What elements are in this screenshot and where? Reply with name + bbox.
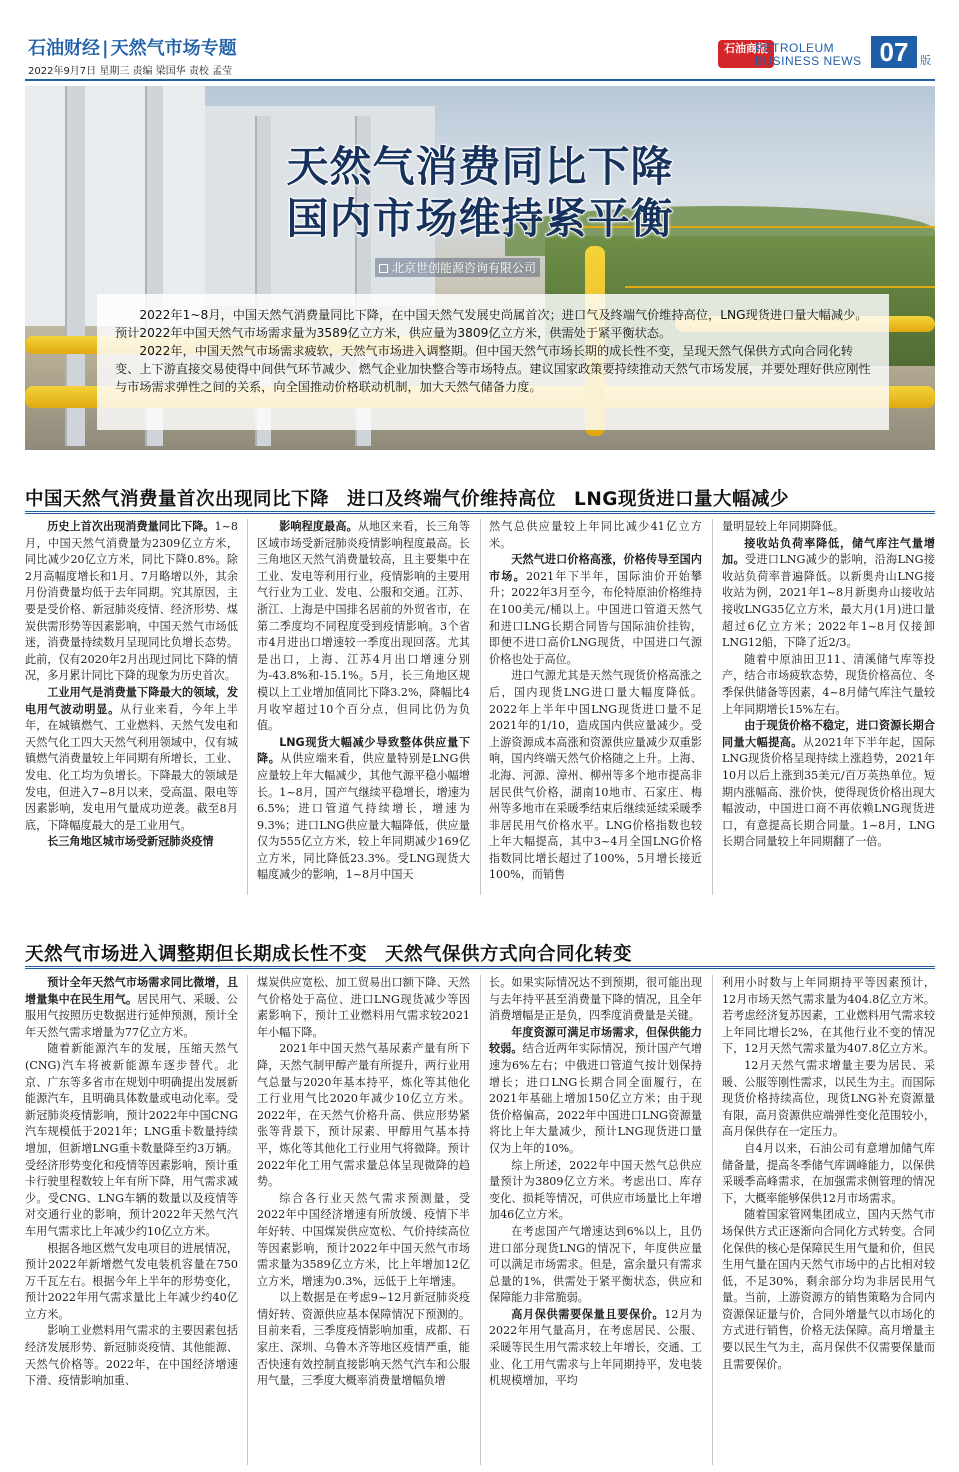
section1-column-2 [257,519,470,895]
paragraph-lead: LNG现货大幅减少导致整体供应量下降。 [257,735,470,766]
article-paragraph [25,1241,238,1324]
lede-box [97,294,889,430]
paragraph-text: 随着国家管网集团成立，国内天然气市场保供方式正逐渐向合同化方式转变。合同化保供的核心是保障民生用气量和价，但民生用气量在国内天然气市场中的占比相对较低，不足30%，剩余部分均为非居民用气量。当前，上游资源方的销售策略为合同内资源保证量与价，合同外增量气以市场化的方式进行销售，价格无法保障。高月增量主要以民生气为主，高月保供不仅需要保量而且需要保价。 [722,1208,935,1371]
brand-name: 石油财经 [28,38,100,59]
byline-text: 北京世创能源咨询有限公司 [392,261,537,275]
paragraph-text: 利用小时数与上年同期持平等因素预计，12月市场天然气需求量为404.8亿立方米。若考虑经济复苏因素，工业燃料用气需求较上年同比增长2%，在其他行业不变的情况下，12月天然气需求量为407.8亿立方米。 [722,976,935,1056]
article-paragraph [25,519,238,685]
article-paragraph [25,1041,238,1240]
paper-name-line2: BUSINESS NEWS [755,54,862,68]
section1-column-3 [489,519,702,895]
section1-heading-part: 进口及终端气价维持高位 [347,489,557,510]
paragraph-text: 结合近两年实际情况，预计国产气增速为6%左右；中俄进口管道气按计划保持增长；进口LNG长期合同全面履行，在2021年基础上增加150亿立方米；由于现货价格偏高，2022年中国进口LNG资源量将比上年大量减少，预计LNG现货进口量仅为上年的10%。 [489,1042,702,1155]
article-paragraph [257,1290,470,1390]
column-divider [712,975,713,1465]
article-paragraph [257,975,470,1041]
paragraph-text: 量明显较上年同期降低。 [722,520,845,533]
paragraph-text: 影响工业燃料用气需求的主要因素包括经济发展形势、新冠肺炎疫情、其他能源、天然气价格等。2022年，在中国经济增速下滑、疫情影响加重、 [25,1324,238,1388]
paragraph-text: 2021年下半年，国际油价开始攀升；2022年3月至今，布伦特原油价格维持在100美元/桶以上。中国进口管道天然气和进口LNG长期合同皆与国际油价挂钩，即便不进口高价LNG现货，中国进口气源价格也处于高位。 [489,569,702,666]
topic-title: 天然气市场专题 [110,38,237,59]
paragraph-lead: 年度资源可满足市场需求，但保供能力较弱。 [489,1025,702,1056]
column-divider [480,975,481,1465]
column-divider [247,975,248,1465]
paragraph-text: 进口气源尤其是天然气现货价格高涨之后，国内现货LNG进口量大幅度降低。2022年上半年中国LNG现货进口量不足2021年的1/10，造成国内供应量减少。受上游资源成本高涨和资源供应量减少双重影响，国内终端天然气价格随之上升。上海、北海、河源、漳州、柳州等多个地市提高非居民供气价格，湖南10地市、石家庄、梅州等多地市在采暖季结束后继续延续采暖季非居民用气价格水平。LNG价格指数也较上年大幅提高，其中3~4月全国LNG价格指数同比增长超过了100%，5月增长接近100%，而销售 [489,669,702,882]
paragraph-text: 煤炭供应宽松、加工贸易出口额下降、天然气价格处于高位、进口LNG现货减少等因素影响下，预计工业燃料用气需求较2021年小幅下降。 [257,976,470,1039]
column-divider [480,519,481,895]
paragraph-lead: 天然气进口价格高涨，价格传导至国内市场。 [489,553,702,583]
paragraph-text: 1~8月，中国天然气消费量为2309亿立方米，同比减少20亿立方米，同比下降0.8%。除2月高幅度增长和1月、7月略增以外，其余月份消费量均低于去年同期。究其原因，主要是受价格、新冠肺炎疫情、经济形势、煤炭供需形势等因素影响，中国天然气市场低迷，消费量持续数月呈现同比负增长态势。此前，仅有2020年2月出现过同比下降的情况，多月累计同比下降的现象为历史首次。 [25,520,238,683]
paragraph-lead: 长三角地区城市场受新冠肺炎疫情 [47,835,214,849]
byline [375,258,540,277]
article-paragraph [489,1158,702,1224]
lede-paragraph: 2022年，中国天然气市场需求疲软，天然气市场进入调整期。但中国天然气市场长期的成长性不变，呈现天然气保供方式向合同化转变、上下游直接交易使得中间供气环节减少、燃气企业加快整合等市场特点。建议国家政策要持续推动天然气市场发展，并要处理好供应刚性与市场需求弹性之间的关系，向全国推动价格联动机制，加大天然气储备力度。 [115,344,871,394]
section1-heading-part: LNG现货进口量大幅减少 [574,489,789,510]
page-suffix: 版 [920,54,931,67]
section2-heading-part: 天然气保供方式向合同化转变 [385,944,633,965]
column-divider [247,519,248,895]
paragraph-text: 居民用气、采暖、公服用气按照历史数据进行延伸预测，预计全年天然气需求增量为77亿立方米。 [25,992,238,1039]
paragraph-text: 从供应端来看，供应量特别是LNG供应量较上年大幅减少，其他气源平稳小幅增长。1~8月，国产气继续平稳增长，增速为6.5%；进口管道气持续增长，增速为9.3%；进口LNG供应量大幅降低，供应量仅为555亿立方米，较上年同期减少169亿立方米，同比降低23.3%。受LNG现货大幅度减少的影响，1~8月中国天 [257,752,470,882]
newspaper-logo: 石油商报 [718,40,774,68]
square-bullet-icon [379,264,388,273]
paragraph-text: 综上所述，2022年中国天然气总供应量预计为3809亿立方米。考虑出口、库存变化、损耗等情况，可供应市场量比上年增加46亿立方米。 [489,1158,702,1222]
article-paragraph [489,668,702,884]
headline-line2: 国内市场维持紧平衡 [286,194,674,243]
paragraph-lead: 接收站负荷率降低，储气库注气量增加。 [722,536,935,567]
section1-rule [25,511,935,514]
article-paragraph [257,519,470,735]
article-paragraph [722,975,935,1058]
section-brand [28,34,237,60]
paper-name [755,42,862,68]
article-paragraph [489,519,702,552]
section2-column-1 [25,975,238,1465]
dateline: 2022年9月7日 星期三 责编 梁国华 责校 孟莹 [28,66,233,77]
article-paragraph [489,1224,702,1307]
paragraph-lead: 预计全年天然气市场需求同比微增，且增量集中在民生用气。 [25,976,238,1006]
section2-rule [25,966,935,969]
paragraph-text: 从地区来看，长三角等区域市场受新冠肺炎疫情影响程度最高。长三角地区天然气消费量较高，且主要集中在工业、发电等利用行业，疫情影响的主要用气行业为工业、发电、公服和交通。江苏、浙江、上海是中国排名居前的外贸省市，在第二季度均不同程度受到疫情影响。3个省市4月进出口增速较一季度出现回落。尤其是出口，上海、江苏4月出口增速分别为-43.8%和-15.1%。5月，长三角地区规模以上工业增加值同比下降3.2%，降幅比4月收窄超过10个百分点，但同比仍为负值。 [257,520,470,733]
section2-heading-part: 天然气市场进入调整期但长期成长性不变 [25,944,368,965]
paragraph-text: 12月为2022年用气量高月，在考虑居民、公服、采暖等民生用气需求较上年增长，交通、工业、化工用气需求与上年同期持平，发电装机规模增加，平均 [489,1307,702,1388]
section1-column-1 [25,519,238,895]
section2-heading [25,940,935,966]
section2-column-2 [257,975,470,1465]
paragraph-text: 综合各行业天然气需求预测量，受2022年中国经济增速有所放缓、疫情下半年好转、中国煤炭供应宽松、气价持续高位等因素影响，预计2022年中国天然气市场需求量为3589亿立方米，比上年增加12亿立方米，增速为0.3%，远低于上年增速。 [257,1191,470,1288]
paragraph-lead: 历史上首次出现消费量同比下降。 [47,520,215,533]
section1-heading [25,485,935,511]
section2-column-4 [722,975,935,1465]
article-paragraph [489,552,702,668]
paragraph-text: 以上数据是在考虑9~12月新冠肺炎疫情好转、资源供应基本保障情况下预测的。目前来看，三季度疫情影响加重，成都、石家庄、深圳、乌鲁木齐等地区疫情严重，能否快速有效控制直接影响天然气汽车和公服用气量，三季度大概率消费量增幅负增 [257,1291,470,1388]
paragraph-text: 从行业来看，今年上半年，在城镇燃气、工业燃料、天然气发电和天然气化工四大天然气利用领域中，仅有城镇燃气消费量较上年同期有所增长，工业、发电、化工均为负增长。下降最大的领域是发电，但进入7~8月以来，受高温、限电等因素影响，发电用气量成功逆袭。截至8月底，下降幅度最大的是工业用气。 [25,702,238,832]
article-paragraph [25,834,238,851]
paragraph-text: 2021年中国天然气基尿素产量有所下降，天然气制甲醇产量有所提升，两行业用气总量与2020年基本持平，炼化等其他化工行业用气比2020年减少10亿立方米。2022年，在天然气价格升高、供应形势紧张等背景下，预计尿素、甲醇用气基本持平，炼化等其他化工行业用气将微降。预计2022年化工用气需求量总体呈现微降的趋势。 [257,1042,470,1189]
headline-line1: 天然气消费同比下降 [286,142,674,191]
article-paragraph [722,652,935,718]
photo-rail [625,286,935,288]
paragraph-lead: 由于现货价格不稳定，进口资源长期合同量大幅提高。 [722,719,935,749]
paragraph-text: 长。如果实际情况达不到预期，很可能出现与去年持平甚至消费量下降的情况，且全年消费增幅是正是负，四季度消费量是关键。 [489,976,702,1023]
paragraph-lead: 影响程度最高。 [279,520,358,533]
article-paragraph [257,1191,470,1291]
paragraph-text: 在考虑国产气增速达到6%以上，且仍进口部分现货LNG的情况下，年度供应量可以满足市场需求。但是，富余量只有需求总量的1%，供需处于紧平衡状态，供应和保障能力非常脆弱。 [489,1224,702,1305]
paragraph-lead: 高月保供需要保量且要保价。 [511,1307,665,1321]
paragraph-text: 随着中原油田卫11、清溪储气库等投产，结合市场疲软态势，现货价格高位、冬季保供储备等因素，4~8月储气库注气量较上年同期增长15%左右。 [722,652,935,716]
article-paragraph [257,1041,470,1190]
article-paragraph [722,1058,935,1141]
lede-paragraph: 2022年1~8月，中国天然气消费量同比下降，在中国天然气发展史尚属首次；进口气及终端气价维持高位，LNG现货进口量大幅减少。预计2022年中国天然气市场需求量为3589亿立方米，供应量为3809亿立方米，供需处于紧平衡状态。 [115,308,868,340]
article-paragraph [489,975,702,1025]
section2-column-3 [489,975,702,1465]
article-paragraph [722,1141,935,1207]
article-paragraph [257,735,470,884]
article-paragraph [489,1025,702,1158]
paragraph-lead: 工业用气是消费量下降最大的领域，发电用气波动明显。 [25,685,238,716]
paragraph-text: 自4月以来，石油公司有意增加储气库储备量，提高冬季储气库调峰能力，以保供采暖季高峰需求，在加强需求侧管理的情况下，大概率能够保供12月市场需求。 [722,1141,935,1205]
article-paragraph [722,718,935,851]
column-divider [712,519,713,895]
hero-photo [25,86,935,450]
article-paragraph [722,519,935,536]
paragraph-text: 随着新能源汽车的发展，压缩天然气(CNG)汽车将被新能源车逐步替代。北京、广东等多省市在规划中明确提出发展新能源汽车，且明确具体数量或电动化率。受新冠肺炎疫情影响，预计2022年中国CNG汽车规模低于2021年；LNG重卡数量持续增加，但新增LNG重卡数量降至约3万辆。受经济形势变化和疫情等因素影响，预计重卡行驶里程数较上年有所下降，用气需求减少。受CNG、LNG车辆的数量以及疫情等对交通行业的影响，预计2022年天然气汽车用气需求比上年减少约10亿立方米。 [25,1042,238,1238]
article-paragraph [722,536,935,652]
page-number: 07 [871,36,917,68]
section1-heading-part: 中国天然气消费量首次出现同比下降 [25,489,330,510]
paragraph-text: 从2021年下半年起，国际LNG现货价格呈现持续上涨趋势，2021年10月以后上涨到35美元/百万英热单位。短期内涨幅高、涨价快，使得现货价格出现大幅波动，中国进口商不再依赖LNG现货进口，有意提高长期合同量。1~8月，LNG长期合同量较上年同期翻了一倍。 [722,735,935,849]
paragraph-text: 受进口LNG减少的影响，沿海LNG接收站负荷率普遍降低。以新奥舟山LNG接收站为例，2021年1~8月新奥舟山接收站接收LNG35亿立方米，最大月(1月)进口量超过6亿立方米；2022年1~8月仅接卸LNG12船，下降了近2/3。 [722,553,935,650]
paragraph-text: 根据各地区燃气发电项目的进展情况，预计2022年新增燃气发电装机容量在750万千瓦左右。根据今年上半年的形势变化，预计2022年用气需求量比上年减少约40亿立方米。 [25,1241,238,1321]
section1-columns [25,519,935,895]
article-paragraph [722,1207,935,1373]
masthead [25,0,935,82]
article-paragraph [25,1323,238,1389]
paragraph-text: 然气总供应量较上年同比减少41亿立方米。 [489,520,702,550]
article-paragraph [25,685,238,834]
paragraph-text: 12月天然气需求增量主要为居民、采暖、公服等刚性需求，以民生为主。而国际现货价格持续高位，现货LNG补充资源量有限，高月资源供应端弹性变化范围较小，高月保供存在一定压力。 [722,1058,935,1139]
masthead-rule [25,79,935,81]
article-paragraph [489,1307,702,1390]
article-paragraph [25,975,238,1041]
paper-name-line1: PETROLEUM [755,41,835,55]
brand-separator: | [102,38,109,59]
section2-columns [25,975,935,1465]
section1-column-4 [722,519,935,895]
